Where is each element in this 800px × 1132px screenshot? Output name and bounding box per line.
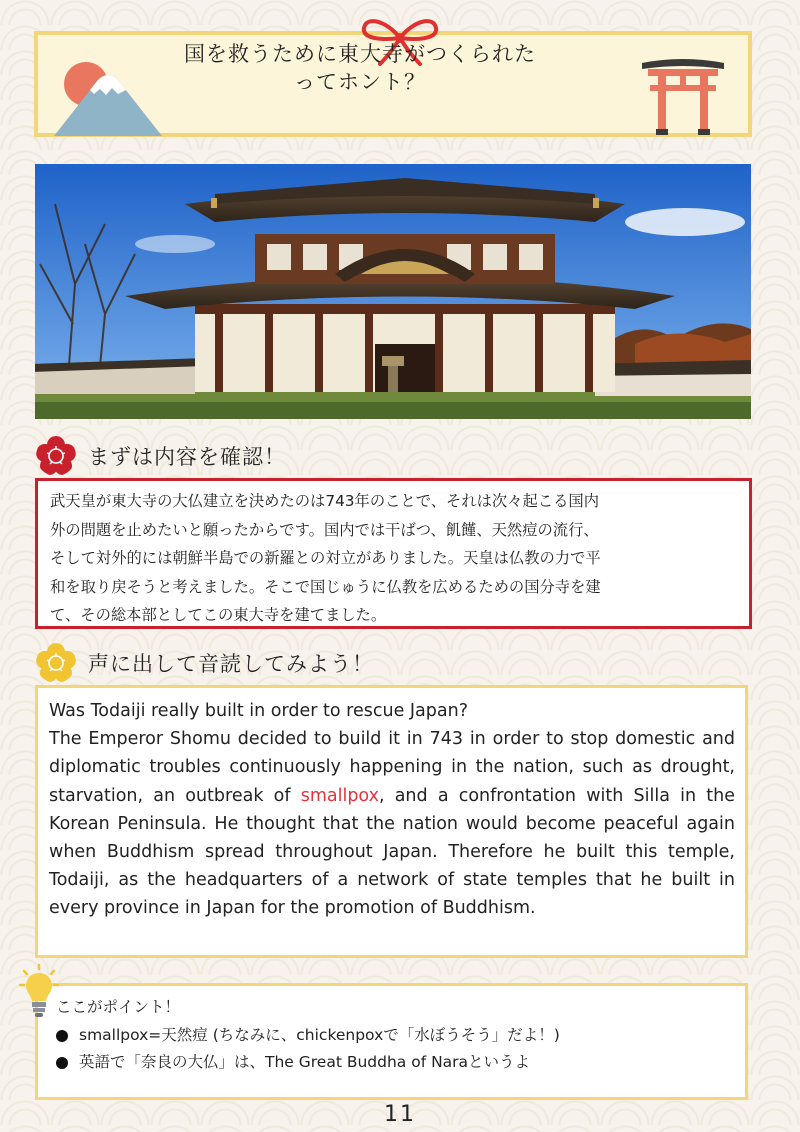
temple-photo — [35, 164, 751, 419]
page-title — [150, 40, 570, 96]
point-item-text: 英語で「奈良の大仏」は、The Great Buddha of Naraというよ — [79, 1053, 531, 1071]
torii-gate-icon — [640, 55, 726, 135]
title-line-2: ってホント？ — [294, 70, 426, 94]
highlight-word: smallpox — [300, 785, 379, 806]
passage-question: Was Todaiji really built in order to rescue Japan? — [49, 701, 468, 721]
point-box — [35, 983, 748, 1100]
section-heading-text: まずは内容を確認！ — [88, 445, 286, 469]
section-heading-check — [36, 436, 286, 476]
summary-line: 武天皇が東大寺の大仏建立を決めたのは743年のことで、それは次々起こる国内 — [50, 492, 599, 510]
japanese-summary-box — [35, 478, 752, 629]
summary-line: そして対外的には朝鮮半島での新羅との対立がありました。天皇は仏教の力で平 — [50, 549, 601, 567]
passage-body-start: The Emperor Shomu decided to build it in 743 in order to stop domestic and diplomatic troubles continuously happening in the nation, such as drought, starvation, an outbreak of — [49, 729, 735, 806]
passage-body-end: , and a confrontation with Silla in the Korean Peninsula. He thought that the nation would become peaceful again when Buddhism spread throughout Japan. Therefore he built this temple, Todaiji, as the headquarters of a network of state temples that he built in every province in Japan for the promotion of Buddhism. — [49, 785, 735, 919]
title-line-1: 国を救うために東大寺がつくられた — [184, 42, 536, 66]
section-heading-read-aloud — [36, 643, 374, 683]
summary-line: 外の問題を止めたいと願ったからです。国内では干ばつ、飢饉、天然痘の流行、 — [50, 520, 599, 539]
summary-line: て、その総本部としてこの東大寺を建てました。 — [50, 606, 387, 624]
bullet-icon — [56, 1030, 68, 1042]
mount-fuji-icon — [52, 58, 164, 138]
english-passage-box — [35, 685, 748, 958]
point-title: ここがポイント！ — [56, 998, 181, 1016]
lightbulb-icon — [18, 963, 60, 1021]
point-item-text: smallpox=天然痘 (ちなみに、chickenpoxで「水ぼうそう」だよ！) — [79, 1026, 560, 1044]
bullet-icon — [56, 1057, 68, 1069]
plum-blossom-icon — [36, 436, 76, 476]
summary-line: 和を取り戻そうと考えました。そこで国じゅうに仏教を広めるための国分寺を建 — [50, 577, 601, 596]
point-item — [56, 1049, 745, 1076]
point-item — [56, 1022, 745, 1049]
section-heading-text: 声に出して音読してみよう！ — [88, 652, 374, 676]
plum-blossom-yellow-icon — [36, 643, 76, 683]
page-number: 11 — [384, 1102, 416, 1127]
